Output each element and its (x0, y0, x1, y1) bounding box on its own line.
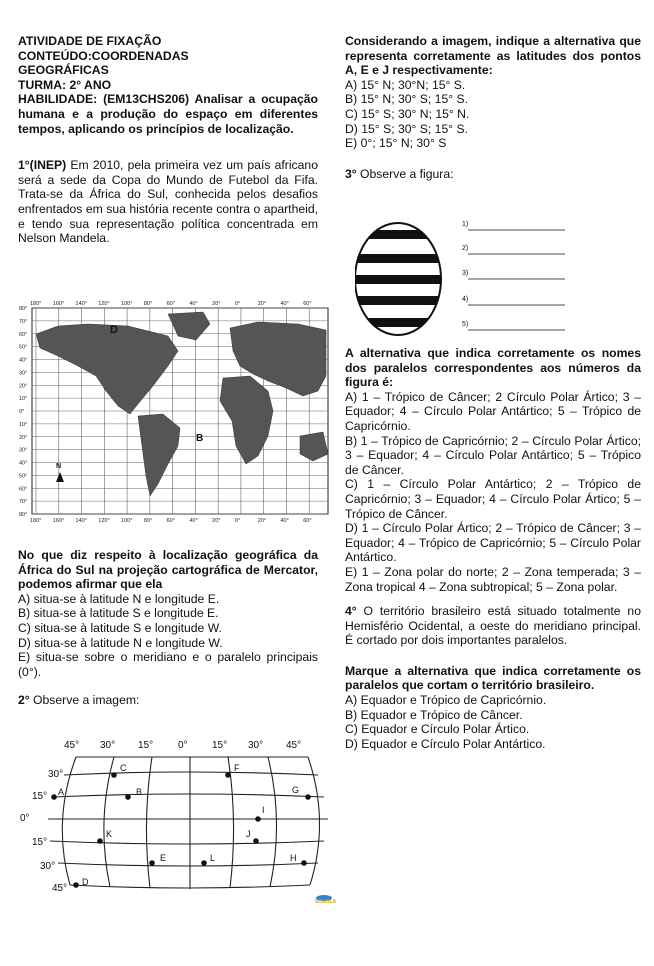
grid-top-label: 15° (138, 740, 154, 751)
grid-top-label: 15° (212, 740, 228, 751)
map-bottom-tick-label: 160° (52, 518, 65, 524)
right-column-lower (345, 346, 641, 751)
point-label-j: J (246, 829, 251, 839)
q4-option-b[interactable]: B) Equador e Trópico de Câncer. (345, 707, 523, 722)
q1-text: Em 2010, pela primeira vez um país africano será a sede da Copa do Mundo de Futebol da Fifa. Trata-se da África do Sul, conhecida pelos desafios enfrentados em sua história recente contra o apartheid, e tendo sua representação política concentrada em Nelson Mandela. (18, 158, 318, 246)
grid-left-label: 15° (32, 791, 48, 802)
map-top-tick-label: 60° (166, 301, 175, 307)
grid-left-label: 30° (40, 861, 56, 872)
q3-prompt (345, 167, 641, 182)
q2-prompt (18, 693, 318, 708)
map-lat-tick-label: 50° (19, 473, 28, 480)
grid-points (51, 772, 311, 888)
map-lat-tick-label: 80° (19, 306, 28, 312)
point-label-h: H (290, 853, 297, 863)
q3-option-d[interactable]: D) 1 – Círculo Polar Ártico; 2 – Trópico de Câncer; 3 – Equador; 4 – Trópico de Capricórnio; 5 – Círculo Polar Antártico. (345, 521, 641, 565)
map-bottom-tick-label: 120° (98, 518, 110, 524)
map-bottom-tick-label: 60° (166, 518, 175, 524)
q2-option-a[interactable]: A) 15° N; 30°N; 15° S. (345, 77, 466, 92)
grid-top-labels (64, 740, 301, 751)
header-activity: ATIVIDADE DE FIXAÇÃO (18, 34, 162, 48)
q1-statement (18, 158, 318, 246)
point-label-d: D (82, 877, 89, 887)
parallel-blank-4: 4) (462, 296, 469, 303)
grid-left-label: 15° (32, 837, 48, 848)
map-lat-tick-label: 30° (19, 370, 28, 377)
q4-option-d[interactable]: D) Equador e Círculo Polar Antártico. (345, 736, 546, 751)
q1-option-d[interactable]: D) situa-se à latitude N e longitude W. (18, 635, 223, 650)
point-label-a: A (58, 787, 65, 797)
point-label-g: G (292, 785, 300, 795)
point-label-e: E (160, 853, 167, 863)
q4-option-a[interactable]: A) Equador e Trópico de Capricórnio. (345, 693, 547, 708)
map-top-tick-label: 40° (280, 301, 289, 307)
header-content: CONTEÚDO:COORDENADAS (18, 48, 189, 63)
q4-number: 4° (345, 604, 357, 619)
q1-option-e[interactable]: E) situa-se sobre o meridiano e o paralelo principais (0°). (18, 650, 318, 679)
map-label-d: D (110, 324, 118, 336)
q1-number: 1°(INEP) (18, 158, 67, 173)
map-bottom-tick-label: 20° (257, 518, 267, 524)
map-top-tick-label: 40° (189, 301, 198, 307)
point-label-b: B (136, 787, 143, 797)
map-top-tick-label: 140° (75, 301, 87, 307)
map-lat-tick-label: 60° (19, 331, 28, 338)
grid-top-label: 45° (286, 740, 302, 751)
header-class: TURMA: 2° ANO (18, 77, 112, 92)
map-lat-tick-label: 10° (19, 421, 28, 428)
map-lat-tick-label: 10° (19, 396, 28, 403)
map-bottom-tick-label: 40° (280, 518, 289, 524)
q3-option-e[interactable]: E) 1 – Zona polar do norte; 2 – Zona temperada; 3 – Zona tropical 4 – Zona subtropical; 5 – Zona polar. (345, 564, 641, 594)
map-lat-tick-label: 60° (19, 486, 28, 493)
q2-option-c[interactable]: C) 15° S; 30° N; 15° N. (345, 106, 470, 121)
q4-statement (345, 604, 641, 648)
q4-text: O território brasileiro está situado totalmente no Hemisfério Ocidental, a oeste do meridiano principal. É cortado por dois importantes paralelos. (345, 604, 641, 648)
map-bottom-tick-label: 0° (234, 518, 241, 524)
watermark-text: SCUOLA (315, 899, 336, 905)
q1-question-block (18, 548, 318, 708)
point-label-k: K (106, 829, 113, 839)
map-top-tick-label: 60° (303, 301, 312, 307)
coordinate-grid-figure (18, 735, 336, 905)
map-top-tick-label: 180° (30, 301, 42, 307)
map-top-tick-label: 100° (121, 301, 133, 307)
map-top-tick-label: 80° (143, 301, 153, 307)
map-bottom-tick-label: 20° (212, 518, 221, 524)
header-content-cont: GEOGRÁFICAS (18, 63, 109, 78)
grid-lines (48, 757, 328, 889)
point-label-i: I (262, 805, 265, 815)
q1-option-a[interactable]: A) situa-se à latitude N e longitude E. (18, 591, 220, 606)
q1-option-b[interactable]: B) situa-se à latitude S e longitude E. (18, 606, 219, 621)
grid-top-label: 30° (100, 740, 116, 751)
map-top-tick-label: 160° (52, 301, 65, 307)
q3-prompt-text: Observe a figura: (356, 166, 454, 181)
map-top-tick-label: 20° (212, 301, 221, 307)
q2-number: 2° (18, 693, 30, 708)
q2-option-b[interactable]: B) 15° N; 30° S; 15° S. (345, 92, 469, 107)
map-lat-tick-label: 0° (19, 409, 25, 415)
header-skill: HABILIDADE: (EM13CHS206) Analisar a ocupação humana e a produção do espaço em diferentes tempos, aplicando os princípios de localização. (18, 92, 318, 136)
q4-question: Marque a alternativa que indica corretamente os paralelos que cortam o território brasileiro. (345, 663, 641, 693)
point-label-f: F (234, 763, 240, 773)
q2-option-d[interactable]: D) 15° S; 30° S; 15° S. (345, 121, 469, 136)
parallel-blank-5: 5) (462, 321, 469, 328)
q1-option-c[interactable]: C) situa-se à latitude S e longitude W. (18, 620, 222, 635)
map-bottom-tick-label: 60° (303, 518, 312, 524)
map-top-tick-label: 20° (257, 301, 267, 307)
map-lat-tick-label: 40° (19, 460, 28, 467)
map-lat-tick-label: 50° (19, 344, 28, 351)
parallel-label-lines (462, 221, 565, 330)
map-lat-tick-label: 40° (19, 357, 28, 364)
map-lat-tick-label: 20° (19, 434, 28, 441)
q1-question: No que diz respeito à localização geográfica da África do Sul na projeção cartográfica de Mercator, podemos afirmar que ela (18, 548, 318, 592)
map-bottom-tick-label: 140° (75, 518, 87, 524)
parallel-blank-3: 3) (462, 270, 469, 277)
map-lat-tick-label: 80° (19, 512, 28, 518)
map-bottom-tick-label: 100° (121, 518, 133, 524)
point-label-l: L (210, 853, 216, 863)
map-bottom-tick-label: 180° (30, 518, 42, 524)
map-top-tick-label: 120° (98, 301, 110, 307)
map-lat-tick-label: 20° (19, 383, 28, 390)
q4-option-c[interactable]: C) Equador e Círculo Polar Ártico. (345, 722, 530, 737)
q3-question: A alternativa que indica corretamente os nomes dos paralelos correspondentes aos números da figura é: (345, 346, 641, 390)
map-label-n: N (56, 463, 62, 470)
grid-top-label: 30° (248, 740, 264, 751)
map-lat-tick-label: 70° (19, 318, 28, 325)
q2-question: Considerando a imagem, indique a alternativa que representa corretamente as latitudes dos pontos A, E e J respectivamente: (345, 34, 641, 78)
q2-option-e[interactable]: E) 0°; 15° N; 30° S (345, 136, 447, 151)
grid-point-labels (58, 763, 299, 887)
grid-left-label: 0° (20, 813, 30, 824)
grid-left-label: 30° (48, 769, 64, 780)
map-bottom-tick-label: 80° (143, 518, 153, 524)
right-column (345, 34, 641, 181)
parallel-blank-1: 1) (462, 221, 469, 228)
map-label-b: B (196, 433, 204, 444)
world-map-figure (18, 296, 336, 528)
q3-option-b[interactable]: B) 1 – Trópico de Capricórnio; 2 – Círculo Polar Ártico; 3 – Equador; 4 – Círculo Polar Antártico; 5 – Trópico de Câncer. (345, 433, 641, 477)
left-column (18, 34, 318, 246)
map-top-tick-label: 0° (234, 301, 241, 307)
grid-top-label: 45° (64, 740, 80, 751)
map-bottom-tick-label: 40° (189, 518, 198, 524)
map-lat-tick-label: 30° (19, 447, 28, 454)
map-lat-tick-label: 70° (19, 499, 28, 506)
parallels-globe-figure (355, 218, 575, 340)
q2-prompt-text: Observe a imagem: (29, 693, 140, 708)
q3-number: 3° (345, 166, 357, 181)
point-label-c: C (120, 763, 127, 773)
q3-option-c[interactable]: C) 1 – Círculo Polar Antártico; 2 – Trópico de Capricórnio; 3 – Equador; 4 – Círculo Polar Ártico; 5 – Trópico de Câncer. (345, 477, 641, 521)
grid-top-label: 0° (178, 740, 188, 751)
grid-left-label: 45° (52, 883, 68, 894)
q3-option-a[interactable]: A) 1 – Trópico de Câncer; 2 Círculo Polar Ártico; 3 – Equador; 4 – Círculo Polar Antártico; 5 – Trópico de Capricórnio. (345, 389, 641, 433)
parallel-blank-2: 2) (462, 245, 469, 252)
